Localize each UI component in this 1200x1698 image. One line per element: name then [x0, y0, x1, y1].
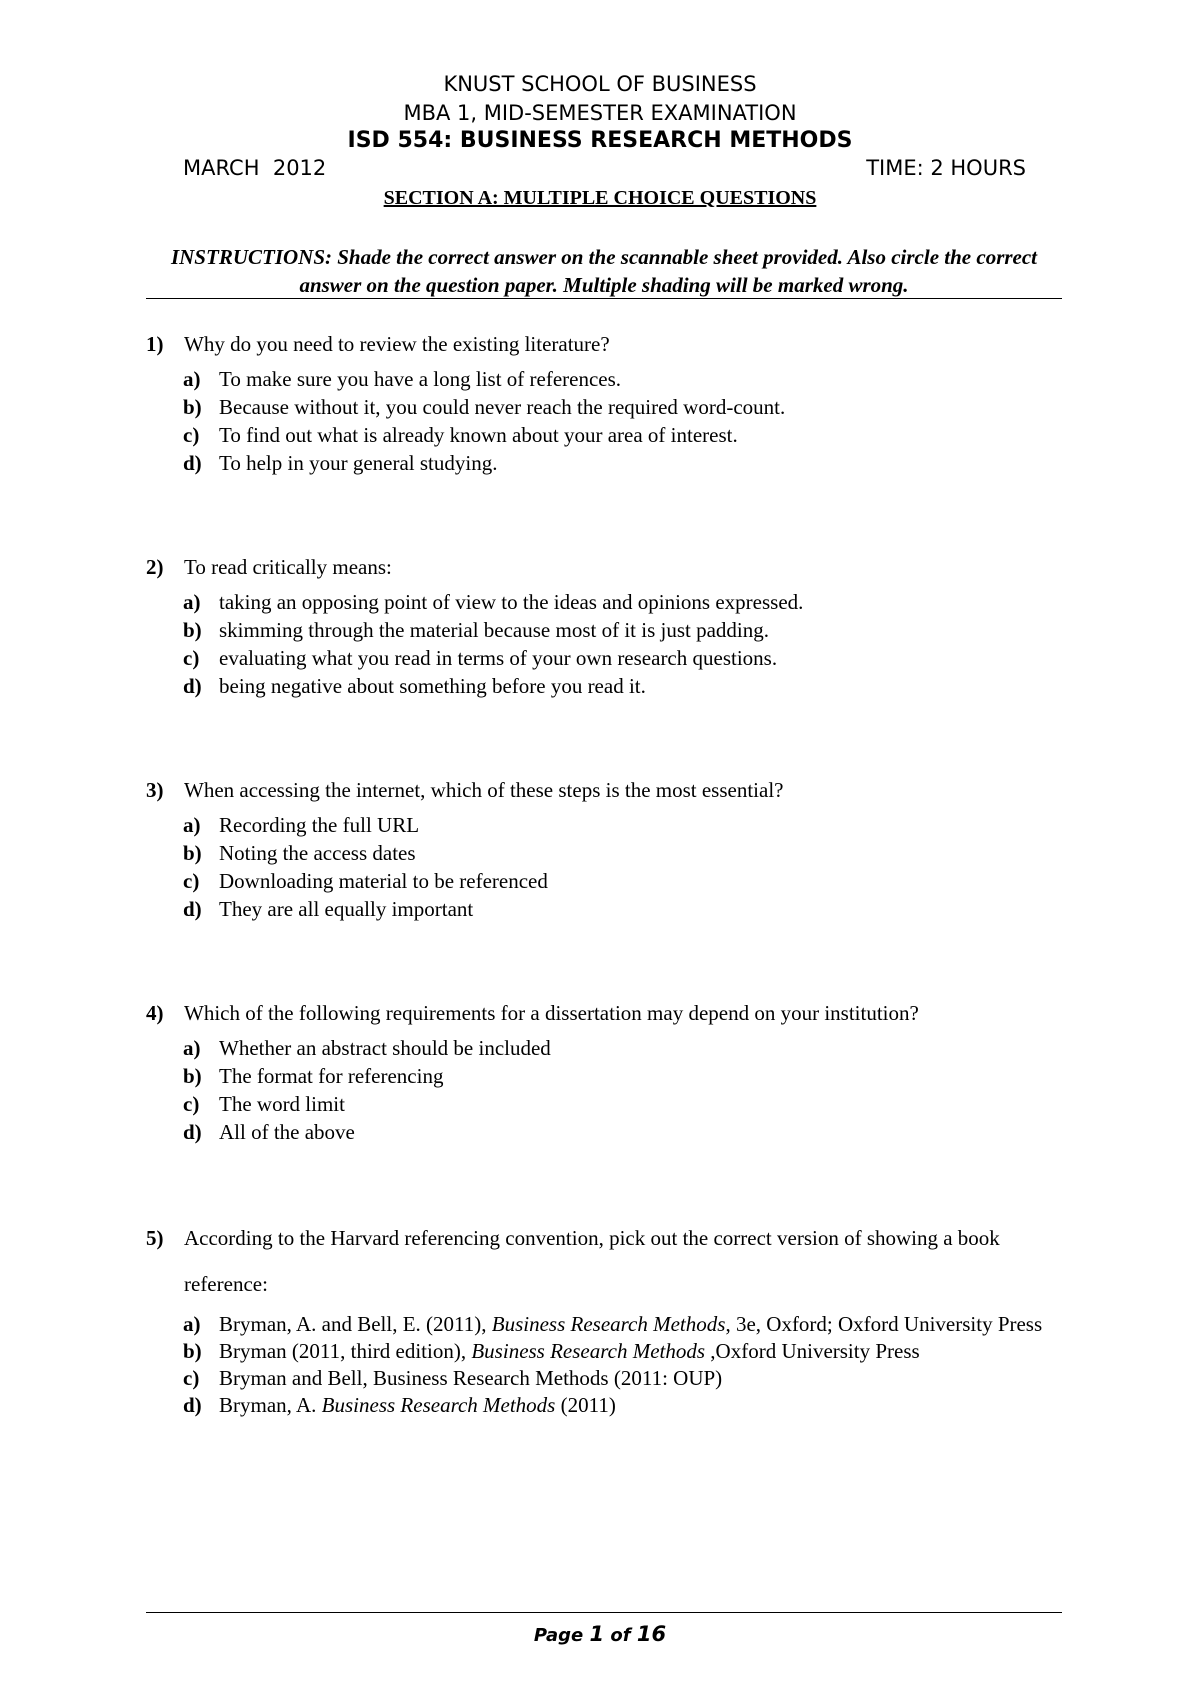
option-a[interactable] [146, 365, 1076, 393]
option-text-title: Business Research Methods [321, 1393, 556, 1417]
option-letter: d) [183, 1120, 202, 1144]
option-letter: a) [183, 367, 201, 391]
question-text: According to the Harvard referencing convention, pick out the correct version of showing a book reference: [184, 1226, 1000, 1296]
footer-page-word: Page [533, 1625, 584, 1646]
question-1 [146, 327, 1076, 477]
course-title: ISD 554: BUSINESS RESEARCH METHODS [347, 128, 853, 153]
option-text: Recording the full URL [219, 813, 420, 837]
option-text-post: (2011) [555, 1393, 616, 1417]
option-text: All of the above [219, 1120, 355, 1144]
footer-divider [146, 1612, 1062, 1613]
option-letter: b) [183, 395, 202, 419]
option-letter: b) [183, 618, 202, 642]
page-footer [0, 1622, 1200, 1648]
option-letter: c) [183, 1366, 200, 1390]
option-letter: d) [183, 897, 202, 921]
question-number: 2) [146, 555, 164, 579]
option-letter: c) [183, 869, 200, 893]
option-letter: b) [183, 1064, 202, 1088]
option-text: To make sure you have a long list of references. [219, 367, 622, 391]
exam-date: MARCH 2012 [183, 156, 327, 180]
option-letter: c) [183, 423, 200, 447]
option-text: Because without it, you could never reach the required word-count. [219, 395, 786, 419]
option-text: The word limit [219, 1092, 345, 1116]
option-text-title: Business Research Methods [471, 1339, 706, 1363]
question-2 [146, 550, 1076, 700]
option-b[interactable] [146, 839, 1076, 867]
question-text: Why do you need to review the existing literature? [184, 332, 610, 356]
option-text: skimming through the material because most of it is just padding. [219, 618, 769, 642]
question-stem [146, 550, 1076, 584]
option-d[interactable] [146, 672, 1076, 700]
option-text: Whether an abstract should be included [219, 1036, 551, 1060]
option-text: To find out what is already known about your area of interest. [219, 423, 738, 447]
option-text-pre: Bryman, A. and Bell, E. (2011), [219, 1312, 492, 1336]
option-letter: a) [183, 590, 201, 614]
option-a[interactable] [146, 588, 1076, 616]
question-number: 3) [146, 778, 164, 802]
option-text-pre: Bryman and Bell, Business Research Methods (2011: OUP) [219, 1366, 723, 1390]
question-stem [146, 1215, 1076, 1307]
question-text: To read critically means: [184, 555, 392, 579]
option-c[interactable] [146, 867, 1076, 895]
option-letter: b) [183, 1339, 202, 1363]
option-letter: a) [183, 1036, 201, 1060]
option-b[interactable] [146, 1062, 1076, 1090]
question-text: Which of the following requirements for a dissertation may depend on your institution? [184, 1001, 919, 1025]
option-text: Downloading material to be referenced [219, 869, 548, 893]
option-a[interactable] [146, 1311, 1076, 1338]
question-stem [146, 996, 1076, 1030]
exam-title: MBA 1, MID-SEMESTER EXAMINATION [403, 101, 797, 125]
option-text: evaluating what you read in terms of your own research questions. [219, 646, 778, 670]
question-number: 1) [146, 332, 164, 356]
option-d[interactable] [146, 1392, 1076, 1419]
question-number: 4) [146, 1001, 164, 1025]
option-text-pre: Bryman (2011, third edition), [219, 1339, 472, 1363]
question-stem [146, 773, 1076, 807]
option-letter: d) [183, 451, 202, 475]
option-c[interactable] [146, 644, 1076, 672]
option-letter: a) [183, 1312, 201, 1336]
option-text: To help in your general studying. [219, 451, 498, 475]
footer-page-number: 1 [589, 1622, 605, 1646]
option-text: taking an opposing point of view to the ideas and opinions expressed. [219, 590, 804, 614]
exam-duration: TIME: 2 HOURS [866, 156, 1026, 180]
option-letter: c) [183, 1092, 200, 1116]
instructions: INSTRUCTIONS: Shade the correct answer on the scannable sheet provided. Also circle the correct answer on the question paper. Multiple shading will be marked wrong. [170, 245, 1038, 297]
option-text-post: , 3e, Oxford; Oxford University Press [725, 1312, 1043, 1336]
option-d[interactable] [146, 895, 1076, 923]
question-stem [146, 327, 1076, 361]
question-5 [146, 1215, 1076, 1419]
option-letter: b) [183, 841, 202, 865]
divider [146, 298, 1062, 299]
option-c[interactable] [146, 1090, 1076, 1118]
option-d[interactable] [146, 1118, 1076, 1146]
question-4 [146, 996, 1076, 1146]
option-b[interactable] [146, 616, 1076, 644]
question-3 [146, 773, 1076, 923]
option-text-title: Business Research Methods [491, 1312, 726, 1336]
option-text: They are all equally important [219, 897, 474, 921]
option-text-post: ,Oxford University Press [705, 1339, 920, 1363]
option-text: The format for referencing [219, 1064, 444, 1088]
footer-of-word: of [610, 1625, 631, 1646]
option-a[interactable] [146, 1034, 1076, 1062]
option-a[interactable] [146, 811, 1076, 839]
option-text-pre: Bryman, A. [219, 1393, 322, 1417]
question-text: When accessing the internet, which of these steps is the most essential? [184, 778, 784, 802]
option-letter: a) [183, 813, 201, 837]
option-c[interactable] [146, 421, 1076, 449]
option-c[interactable] [146, 1365, 1076, 1392]
option-letter: d) [183, 674, 202, 698]
question-number: 5) [146, 1226, 164, 1250]
option-letter: c) [183, 646, 200, 670]
option-text: being negative about something before you read it. [219, 674, 646, 698]
option-b[interactable] [146, 1338, 1076, 1365]
school-name: KNUST SCHOOL OF BUSINESS [443, 72, 757, 96]
option-b[interactable] [146, 393, 1076, 421]
section-title: SECTION A: MULTIPLE CHOICE QUESTIONS [383, 187, 817, 209]
option-letter: d) [183, 1393, 202, 1417]
option-d[interactable] [146, 449, 1076, 477]
footer-total-pages: 16 [636, 1622, 667, 1646]
option-text: Noting the access dates [219, 841, 416, 865]
